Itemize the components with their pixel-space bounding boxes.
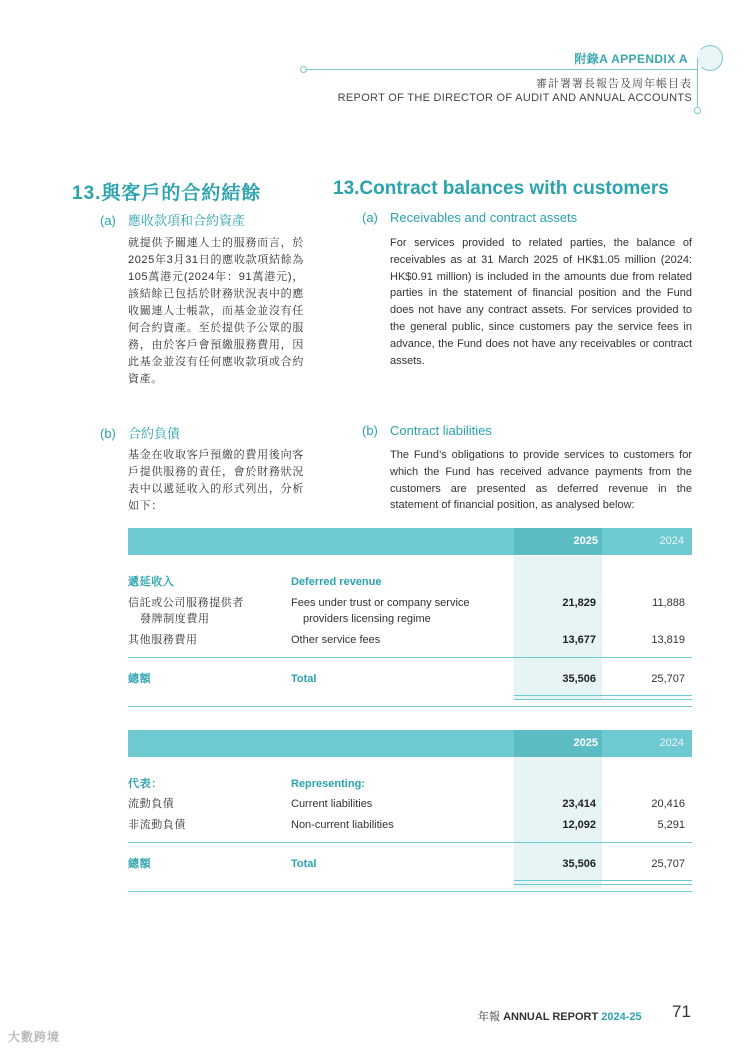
subsection-a-label-en: Receivables and contract assets (390, 210, 578, 225)
table2-total-label-zh: 總額 (128, 858, 152, 870)
watermark-logo: 大數跨境 (8, 1030, 61, 1044)
table2-row2-value-2025: 12,092 (562, 819, 596, 831)
table2-row2-label-en: Non-current liabilities (291, 819, 394, 831)
table1-total-label-zh: 總額 (128, 673, 152, 685)
table2-year-prior: 2024 (659, 737, 684, 749)
subsection-a-title-zh (100, 210, 245, 229)
header-vertical-rule (697, 58, 698, 110)
table1-heading-zh: 遞延收入 (128, 576, 175, 588)
table1-double-rule-top (514, 695, 692, 696)
table1-header-bar (128, 528, 692, 555)
table1-year-prior: 2024 (659, 535, 684, 547)
table2-total-value-2024: 25,707 (651, 858, 685, 870)
table2-year-current: 2025 (573, 737, 598, 749)
table2-row2-value-2024: 5,291 (657, 819, 685, 831)
table2-total-label-en: Total (291, 858, 317, 870)
table1-heading-en: Deferred revenue (291, 576, 382, 588)
subsection-b-body-en: The Fund’s obligations to provide services to customers for which the Fund has received advance payments from the customers are presented as deferred revenue in the statement of financial position, as analysed below: (390, 449, 692, 512)
table1-bottom-rule (128, 706, 692, 707)
table1-row2-value-2025: 13,677 (562, 634, 596, 646)
table1-row2-value-2024: 13,819 (651, 634, 685, 646)
section-title-en: 13.Contract balances with customers (333, 178, 669, 199)
footer-report-label (478, 1008, 642, 1024)
table2-heading-en: Representing: (291, 778, 365, 790)
subsection-a-marker: (a) (100, 213, 116, 228)
table2-row1-label-zh: 流動負債 (128, 798, 175, 810)
subsection-a-label-zh: 應收款項和合約資產 (128, 213, 246, 228)
subsection-a-title-en (362, 210, 577, 225)
header-vertical-dot (694, 107, 701, 114)
table2-bottom-rule (128, 891, 692, 892)
subsection-a-body-en: For services provided to related parties, the balance of receivables as at 31 March 2025 of HK$1.05 million (2024: HK$0.91 million) is included in the amounts due from related parties in the statement of financial position and the Fund does not have any contract assets. For services provided to the general public, since customers pay the service fees in advance, the Fund does not have any receivables or contract assets. (390, 237, 692, 367)
subsection-a-marker-en: (a) (362, 210, 378, 225)
table2-row1-value-2024: 20,416 (651, 798, 685, 810)
table1-double-rule-bottom (514, 699, 692, 700)
page-number: 71 (672, 1002, 691, 1021)
table2-total-value-2025: 35,506 (562, 858, 596, 870)
header-title-zh: 審計署署長報告及周年帳目表 (536, 78, 692, 90)
table2-heading-zh: 代表： (128, 778, 163, 790)
table1-total-label-en: Total (291, 673, 317, 685)
header-rule-dot (300, 66, 307, 73)
table1-row1-value-2025: 21,829 (562, 597, 596, 609)
table2-subtotal-rule (128, 842, 692, 843)
table1-total-value-2024: 25,707 (651, 673, 685, 685)
section-title-zh: 13.與客戶的合約結餘 (72, 183, 262, 204)
table2-header-bar (128, 730, 692, 757)
table1-row2-label-en: Other service fees (291, 634, 381, 646)
table2-double-rule-top (514, 880, 692, 881)
table2-row1-label-en: Current liabilities (291, 798, 373, 810)
footer-label-en: ANNUAL REPORT (503, 1011, 599, 1023)
subsection-b-marker: (b) (100, 426, 116, 441)
header-rule (303, 69, 698, 70)
subsection-b-body-zh: 基金在收取客戶預繳的費用後向客戶提供服務的責任，會於財務狀況表中以遞延收入的形式列出，分析如下： (128, 449, 304, 512)
table1-row1-value-2024: 11,888 (652, 597, 685, 609)
table2-row2-label-zh: 非流動負債 (128, 819, 186, 831)
table1-year-current: 2025 (573, 535, 598, 547)
footer-year: 2024-25 (601, 1011, 642, 1023)
subsection-a-body-zh: 就提供予關連人士的服務而言，於2025年3月31日的應收款項結餘為105萬港元(2024年：91萬港元)，該結餘已包括於財務狀況表中的應收關連人士帳款，而基金並沒有任何合約資產。至於提供予公眾的服務，由於客戶會預繳服務費用，因此基金並沒有任何應收款項或合約資產。 (128, 237, 304, 385)
table2-double-rule-bottom (514, 884, 692, 885)
footer-label-zh: 年報 (478, 1011, 500, 1023)
header-ornament-circle (697, 45, 723, 71)
subsection-b-label-en: Contract liabilities (390, 423, 492, 438)
table1-subtotal-rule (128, 657, 692, 658)
table1-row1-label-zh-cont: 發牌制度費用 (140, 613, 210, 625)
table2-row1-value-2025: 23,414 (562, 798, 596, 810)
table1-row1-label-en-cont: providers licensing regime (303, 613, 431, 625)
subsection-b-label-zh: 合約負債 (128, 426, 181, 441)
table1-row1-label-zh: 信託或公司服務提供者 (128, 597, 244, 609)
table1-row2-label-zh: 其他服務費用 (128, 634, 198, 646)
table1-total-value-2025: 35,506 (562, 673, 596, 685)
subsection-b-title-en (362, 423, 492, 438)
table1-row1-label-en: Fees under trust or company service (291, 597, 470, 609)
subsection-b-title-zh (100, 423, 180, 442)
header-title-en: REPORT OF THE DIRECTOR OF AUDIT AND ANNUAL ACCOUNTS (337, 92, 692, 104)
appendix-label: 附錄A APPENDIX A (574, 52, 688, 66)
subsection-b-marker-en: (b) (362, 423, 378, 438)
